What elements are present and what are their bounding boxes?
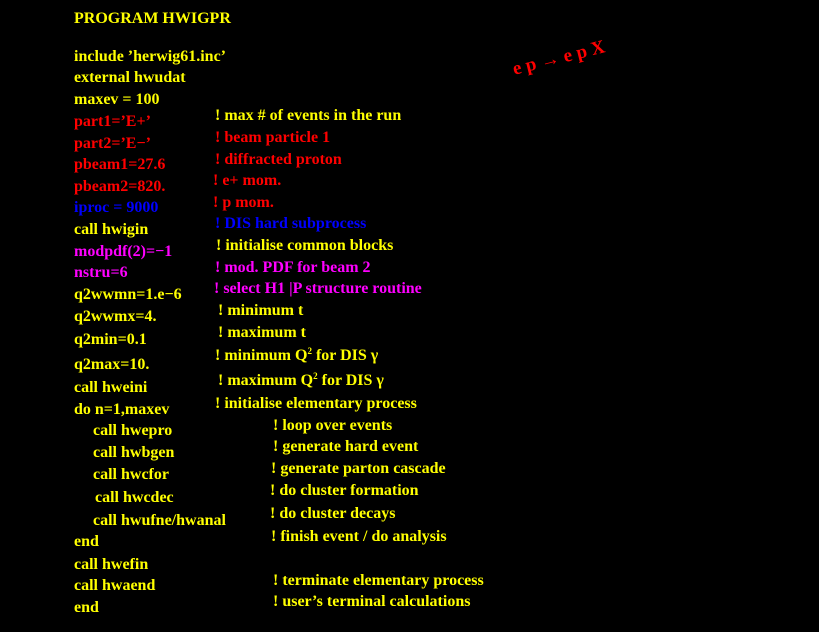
code-line: call hwcfor ! do cluster formation bbox=[93, 466, 419, 499]
code-line: call hwufne/hwanal ! finish event / do analysis bbox=[93, 512, 447, 545]
code-line: part1=’E+’ ! beam particle 1 bbox=[74, 113, 331, 146]
code-line: call hwbgen ! generate parton cascade bbox=[93, 444, 446, 477]
code-line: call hwepro ! generate hard event bbox=[93, 422, 419, 455]
code-line: nstru=6 ! select H1 |P structure routine bbox=[74, 264, 422, 297]
code-line: part2=’E−’ ! diffracted proton bbox=[74, 135, 342, 168]
code-line: maxev = 100 ! max # of events in the run bbox=[74, 91, 402, 124]
code-line: pbeam2=820. ! p mom. bbox=[74, 178, 274, 211]
code-line: end bbox=[74, 599, 99, 616]
reaction-formula: e p → e p X bbox=[510, 36, 608, 80]
code-line: q2max=10. ! maximum $Q^2$ for DIS γ bbox=[74, 356, 384, 389]
code-line: pbeam1=27.6 ! e+ mom. bbox=[74, 156, 282, 189]
code-line: q2min=0.1 ! minimum $Q^2$ for DIS γ bbox=[74, 331, 379, 364]
code-line: q2wwmx=4. ! maximum t bbox=[74, 308, 306, 341]
code-line: call hwefin ! terminate elementary process bbox=[74, 556, 484, 589]
program-title: PROGRAM HWIGPR bbox=[74, 10, 231, 27]
code-line: call hwaend ! user’s terminal calculations bbox=[74, 577, 471, 610]
code-line: call hweini ! initialise elementary process bbox=[74, 379, 417, 412]
code-line: q2wwmn=1.e−6 ! minimum t bbox=[74, 286, 304, 319]
code-line: call hwcdec ! do cluster decays bbox=[95, 489, 396, 522]
code-line: call hwigin ! initialise common blocks bbox=[74, 221, 394, 254]
code-line: end bbox=[74, 533, 99, 550]
code-line: modpdf(2)=−1 ! mod. PDF for beam 2 bbox=[74, 243, 371, 276]
code-line: include ’herwig61.inc’ bbox=[74, 48, 226, 65]
code-line: iproc = 9000 ! DIS hard subprocess bbox=[74, 199, 367, 232]
code-line: do n=1,maxev ! loop over events bbox=[74, 401, 393, 434]
code-line: external hwudat bbox=[74, 69, 186, 86]
